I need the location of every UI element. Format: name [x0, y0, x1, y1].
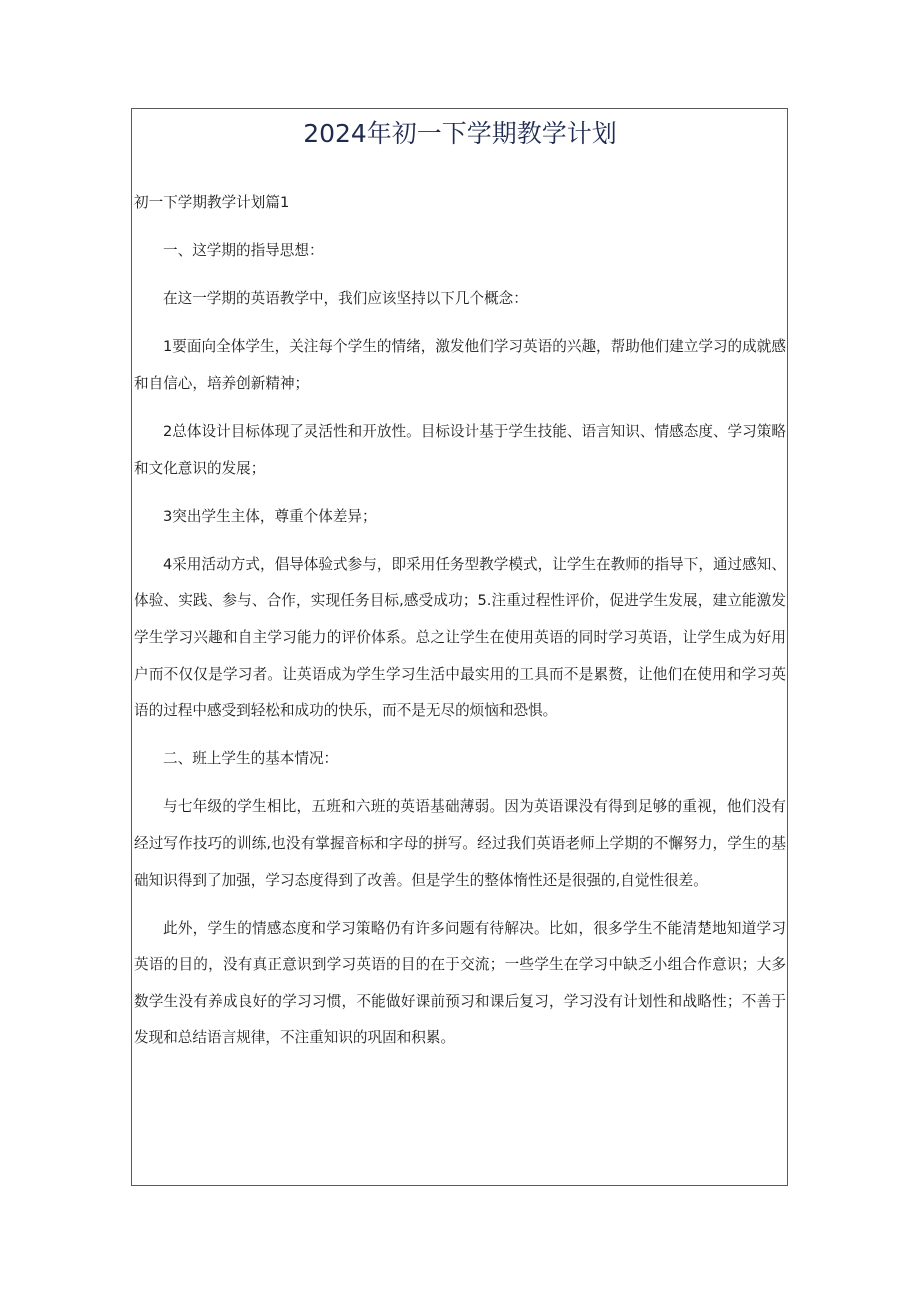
section-heading: 初一下学期教学计划篇1: [134, 194, 290, 211]
paragraph-student-basics: 与七年级的学生相比，五班和六班的英语基础薄弱。因为英语课没有得到足够的重视，他们没有经过写作技巧的训练,也没有掌握音标和字母的拼写。经过我们英语老师上学期的不懈努力，学生的基础知识得到了加强，学习态度得到了改善。但是学生的整体惰性还是很强的,自觉性很差。: [134, 798, 786, 889]
heading-guiding-ideas: 一、这学期的指导思想：: [163, 242, 324, 260]
paragraph-concept-1: 1要面向全体学生，关注每个学生的情绪，激发他们学习英语的兴趣，帮助他们建立学习的成就感和自信心，培养创新精神；: [134, 338, 786, 392]
paragraph-concept-2: 2总体设计目标体现了灵活性和开放性。目标设计基于学生技能、语言知识、情感态度、学习策略和文化意识的发展；: [134, 422, 786, 477]
document-body: [134, 185, 786, 1068]
heading-student-situation: 二、班上学生的基本情况：: [163, 750, 339, 768]
paragraph-concept-4-5: 4采用活动方式，倡导体验式参与，即采用任务型教学模式，让学生在教师的指导下，通过感知、体验、实践、参与、合作，实现任务目标,感受成功；5.注重过程性评价，促进学生发展，建立能激发学生学习兴趣和自主学习能力的评价体系。总之让学生在使用英语的同时学习英语，让学生成为好用户而不仅仅是学习者。让英语成为学生学习生活中最实用的工具而不是累赘，让他们在使用和学习英语的过程中感受到轻松和成功的快乐，而不是无尽的烦恼和恐惧。: [134, 555, 786, 720]
paragraph-concepts-intro: 在这一学期的英语教学中，我们应该坚持以下几个概念：: [163, 290, 528, 308]
document-title: 2024年初一下学期教学计划: [303, 119, 617, 148]
paragraph-student-problems: 此外，学生的情感态度和学习策略仍有许多问题有待解决。比如，很多学生不能清楚地知道学习英语的目的，没有真正意识到学习英语的目的在于交流；一些学生在学习中缺乏小组合作意识；大多数学生没有养成良好的学习习惯，不能做好课前预习和课后复习，学习没有计划性和战略性；不善于发现和总结语言规律，不注重知识的巩固和积累。: [134, 919, 786, 1047]
paragraph-concept-3: 3突出学生主体，尊重个体差异；: [163, 507, 377, 525]
